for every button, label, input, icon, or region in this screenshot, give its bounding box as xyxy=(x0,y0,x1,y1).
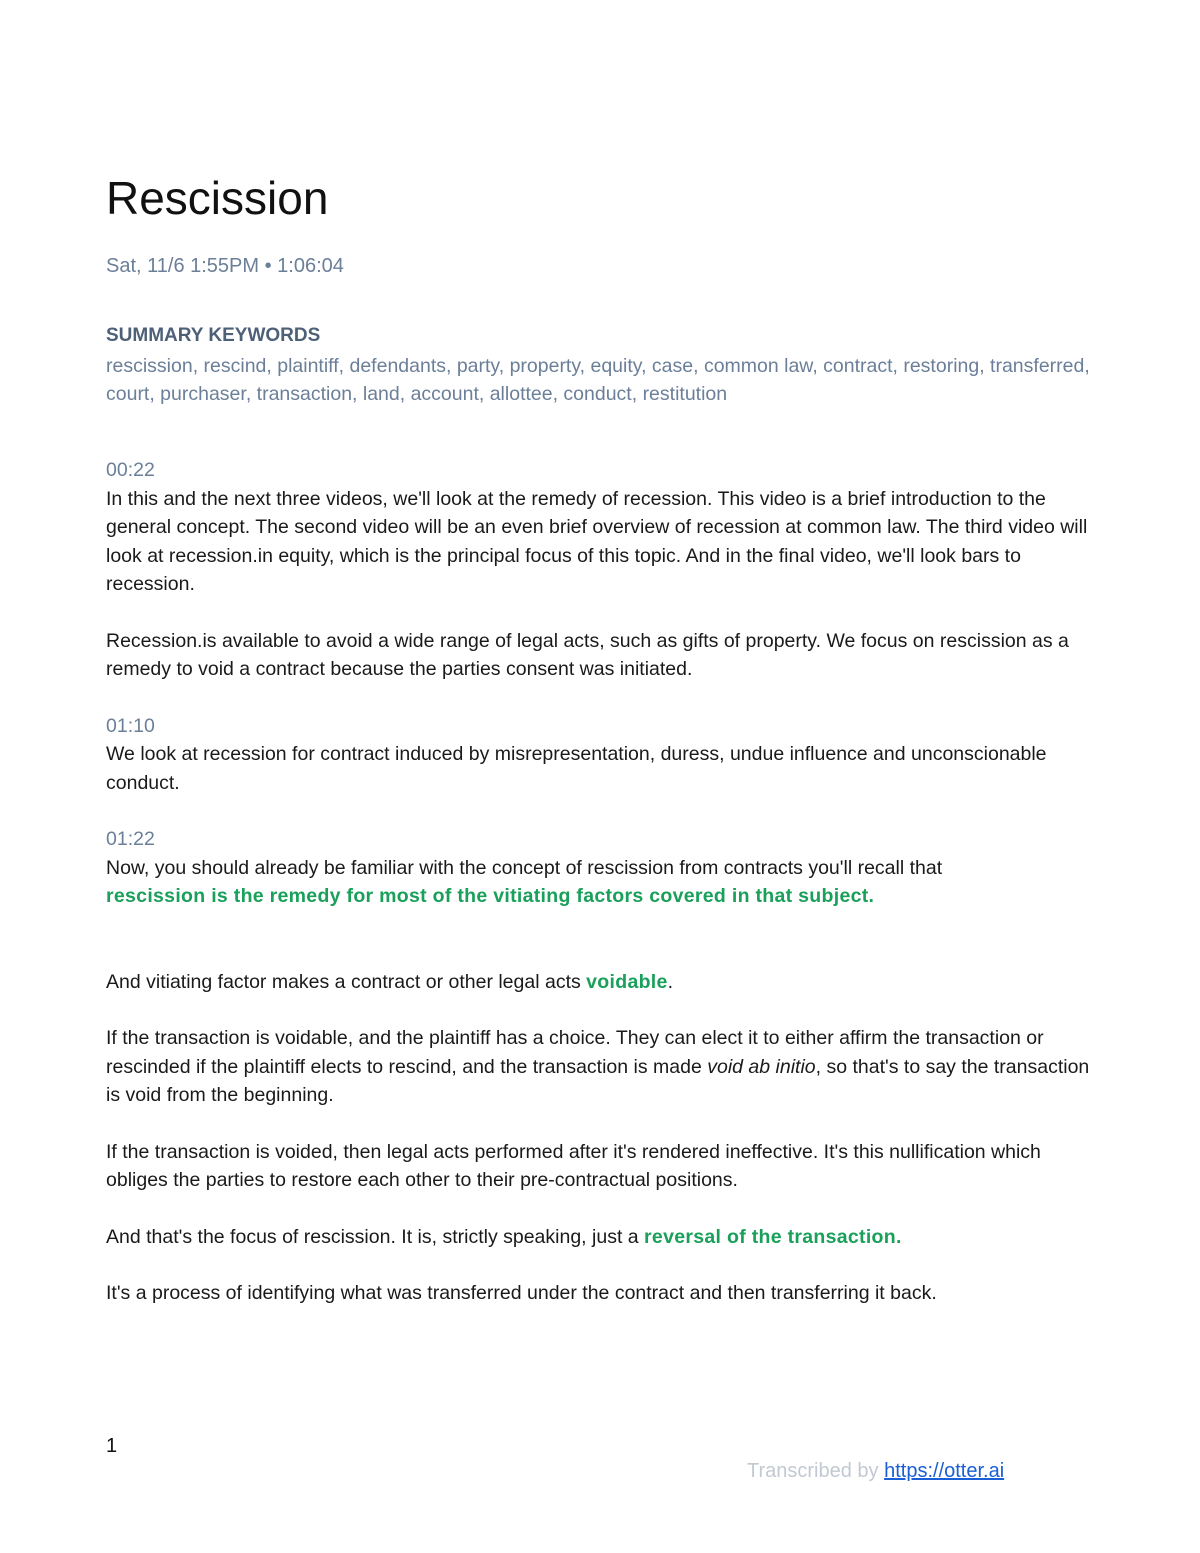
highlighted-text: voidable xyxy=(586,970,668,993)
transcript-paragraph xyxy=(106,1024,1096,1110)
transcript-segment xyxy=(106,712,1096,798)
transcript-segment xyxy=(106,456,1096,599)
transcript-segment xyxy=(106,825,1096,911)
transcript-paragraph xyxy=(106,968,1096,997)
summary-keywords-heading: SUMMARY KEYWORDS xyxy=(106,325,321,346)
paragraph-text: If the transaction is voidable, and the plaintiff has a choice. They can elect it to either affirm the transaction or rescinded if the plaintiff elects to rescind, and the transaction is made xyxy=(106,1027,1044,1078)
segment-text: In this and the next three videos, we'll look at the remedy of recession. This video is a brief introduction to the general concept. The second video will be an even brief overview of recession at common law. The third video will look at recession.in equity, which is the principal focus of this topic. And in the final video, we'll look bars to recession. xyxy=(106,487,1088,595)
transcript-body xyxy=(106,456,1096,1336)
highlighted-text: rescission is the remedy for most of the vitiating factors covered in that subject. xyxy=(106,885,875,907)
italic-term: void ab initio xyxy=(707,1055,816,1078)
document-title: Rescission xyxy=(106,172,329,224)
transcript-paragraph: Recession.is available to avoid a wide range of legal acts, such as gifts of property. We focus on rescission as a remedy to void a contract because the parties consent was initiated. xyxy=(106,629,1069,680)
timestamp: 00:22 xyxy=(106,459,155,481)
summary-keywords-list: rescission, rescind, plaintiff, defendants, party, property, equity, case, common law, contract, restoring, transferred, court, purchaser, transaction, land, account, allottee, conduct, restitution xyxy=(106,355,1090,405)
credit-label: Transcribed by xyxy=(747,1460,885,1482)
paragraph-text: , so that's to say the transaction is void from the beginning. xyxy=(106,1055,1090,1106)
page-number: 1 xyxy=(106,1435,118,1457)
paragraph-text: And vitiating factor makes a contract or other legal acts xyxy=(106,970,587,993)
paragraph-text: And that's the focus of rescission. It is, strictly speaking, just a xyxy=(106,1225,645,1248)
transcript-paragraph: If the transaction is voided, then legal acts performed after it's rendered ineffective. It's this nullification which obliges the parties to restore each other to their pre-contractual positions. xyxy=(106,1140,1041,1191)
recording-meta: Sat, 11/6 1:55PM • 1:06:04 xyxy=(106,255,344,277)
highlighted-text: reversal of the transaction. xyxy=(644,1225,902,1248)
otter-link[interactable]: https://otter.ai xyxy=(884,1460,1005,1482)
timestamp: 01:10 xyxy=(106,714,155,737)
segment-text: We look at recession for contract induced by misrepresentation, duress, undue influence and unconscionable conduct. xyxy=(106,743,1047,794)
paragraph-text: . xyxy=(667,970,674,993)
transcript-paragraph xyxy=(106,1223,1096,1252)
transcription-credit xyxy=(747,1458,1004,1484)
transcript-paragraph: It's a process of identifying what was transferred under the contract and then transferring it back. xyxy=(106,1282,937,1304)
segment-text: Now, you should already be familiar with the concept of rescission from contracts you'll recall that xyxy=(106,856,943,879)
timestamp: 01:22 xyxy=(106,828,155,850)
